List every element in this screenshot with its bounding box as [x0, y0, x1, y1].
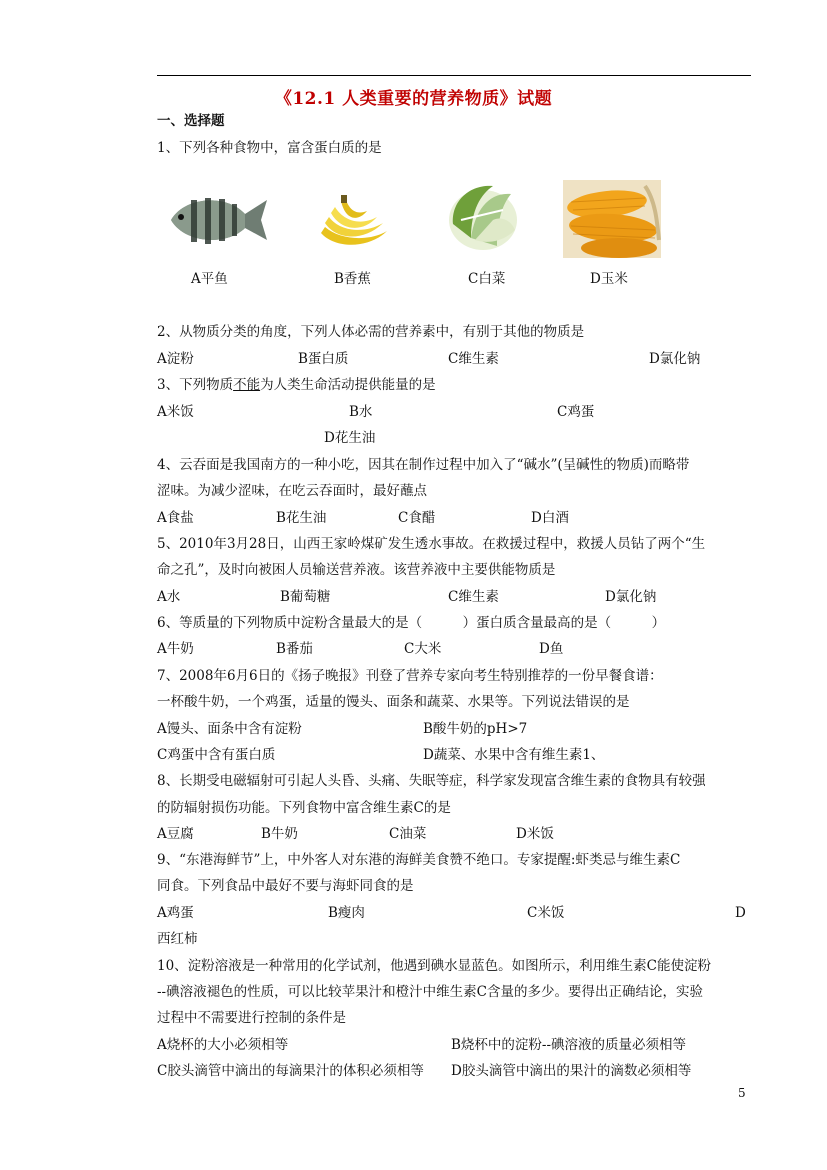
q8-option-a: A豆腐 [157, 826, 194, 842]
page-title: 《12.1 人类重要的营养物质》试题 [274, 89, 553, 109]
q3-stem-pre: 3、下列物质 [157, 377, 234, 393]
page-number: 5 [738, 1086, 746, 1100]
q4-option-a: A食盐 [157, 510, 194, 526]
q10-option-a: A烧杯的大小必须相等 [157, 1037, 289, 1053]
q7-option-c: C鸡蛋中含有蛋白质 [157, 747, 276, 763]
q7-option-b: B酸牛奶的pH>7 [423, 721, 528, 737]
question-10-stem-line1: 10、淀粉溶液是一种常用的化学试剂，他遇到碘水显蓝色。如图所示，利用维生素C能使淀粉 [157, 958, 712, 974]
q2-option-a: A淀粉 [157, 351, 194, 367]
question-7-stem-line1: 7、2008年6月6日的《扬子晚报》刊登了营养专家向考生特别推荐的一份早餐食谱： [157, 668, 663, 684]
question-10-stem-line3: 过程中不需要进行控制的条件是 [157, 1010, 346, 1026]
question-4-stem-line1: 4、云吞面是我国南方的一种小吃，因其在制作过程中加入了“碱水”(呈碱性的物质)而略带 [157, 457, 690, 473]
section-heading: 一、选择题 [157, 113, 225, 129]
question-5-stem-line2: 命之孔”，及时向被困人员输送营养液。该营养液中主要供能物质是 [157, 562, 556, 578]
q4-option-c: C食醋 [398, 510, 436, 526]
q6-option-c: C大米 [404, 641, 442, 657]
q1-caption-c: C白菜 [468, 271, 506, 287]
q9-option-d-text: 西红柿 [157, 931, 198, 947]
question-9-stem-line2: 同食。下列食品中最好不要与海虾同食的是 [157, 878, 414, 894]
q10-option-c: C胶头滴管中滴出的每滴果汁的体积必须相等 [157, 1063, 424, 1079]
q6-option-a: A牛奶 [157, 641, 194, 657]
q6-option-b: B番茄 [276, 641, 313, 657]
q2-option-b: B蛋白质 [298, 351, 349, 367]
q3-option-c: C鸡蛋 [557, 404, 595, 420]
q9-option-d: D [735, 905, 746, 921]
q10-option-d: D胶头滴管中滴出的果汁的滴数必须相等 [451, 1063, 692, 1079]
q1-caption-a: A平鱼 [191, 271, 228, 287]
q1-caption-d: D玉米 [590, 271, 628, 287]
q5-option-b: B葡萄糖 [280, 589, 331, 605]
question-10-stem-line2: --碘溶液褪色的性质，可以比较苹果汁和橙汁中维生素C含量的多少。要得出正确结论，实验 [157, 984, 703, 1000]
q9-option-b: B瘦肉 [328, 905, 365, 921]
q6-option-d: D鱼 [539, 641, 564, 657]
q3-stem-underlined: 不能 [233, 377, 261, 393]
question-4-stem-line2: 涩味。为减少涩味，在吃云吞面时，最好蘸点 [157, 483, 427, 499]
header-rule [157, 75, 751, 76]
q3-stem-post: 为人类生命活动提供能量的是 [260, 377, 436, 393]
fish-image [165, 190, 271, 250]
q7-option-d: D蔬菜、水果中含有维生素1、 [423, 747, 605, 763]
q9-option-a: A鸡蛋 [157, 905, 194, 921]
q8-option-b: B牛奶 [261, 826, 298, 842]
question-3-stem [157, 376, 436, 394]
banana-image [317, 193, 391, 251]
q8-option-d: D米饭 [516, 826, 554, 842]
q5-option-c: C维生素 [448, 589, 499, 605]
q9-option-c: C米饭 [527, 905, 565, 921]
q3-option-d: D花生油 [324, 430, 376, 446]
question-8-stem-line1: 8、长期受电磁辐射可引起人头昏、头痛、失眠等症，科学家发现富含维生素的食物具有较强 [157, 773, 706, 789]
q10-option-b: B烧杯中的淀粉--碘溶液的质量必须相等 [451, 1037, 687, 1053]
q4-option-b: B花生油 [276, 510, 327, 526]
q7-option-a: A馒头、面条中含有淀粉 [157, 721, 302, 737]
q2-option-d: D氯化钠 [649, 351, 701, 367]
q8-option-c: C油菜 [389, 826, 427, 842]
q1-caption-b: B香蕉 [334, 271, 371, 287]
q5-option-d: D氯化钠 [605, 589, 657, 605]
question-7-stem-line2: 一杯酸牛奶，一个鸡蛋，适量的馒头、面条和蔬菜、水果等。下列说法错误的是 [157, 694, 630, 710]
q2-option-c: C维生素 [448, 351, 499, 367]
question-9-stem-line1: 9、“东港海鲜节”上，中外客人对东港的海鲜美食赞不绝口。专家提醒:虾类忌与维生素C [157, 852, 681, 868]
question-8-stem-line2: 的防辐射损伤功能。下列食物中富含维生素C的是 [157, 800, 451, 816]
q3-option-a: A米饭 [157, 404, 194, 420]
q5-option-a: A水 [157, 589, 181, 605]
question-2-stem: 2、从物质分类的角度，下列人体必需的营养素中，有别于其他的物质是 [157, 324, 585, 340]
q4-option-d: D白酒 [531, 510, 569, 526]
q3-option-b: B水 [349, 404, 373, 420]
question-1-stem: 1、下列各种食物中，富含蛋白质的是 [157, 140, 382, 156]
question-6-stem: 6、等质量的下列物质中淀粉含量最大的是（ ）蛋白质含量最高的是（ ） [157, 615, 666, 631]
question-5-stem-line1: 5、2010年3月28日，山西王家岭煤矿发生透水事故。在救援过程中，救援人员钻了两个“生 [157, 536, 706, 552]
cabbage-image [441, 180, 521, 255]
corn-image [563, 180, 661, 258]
